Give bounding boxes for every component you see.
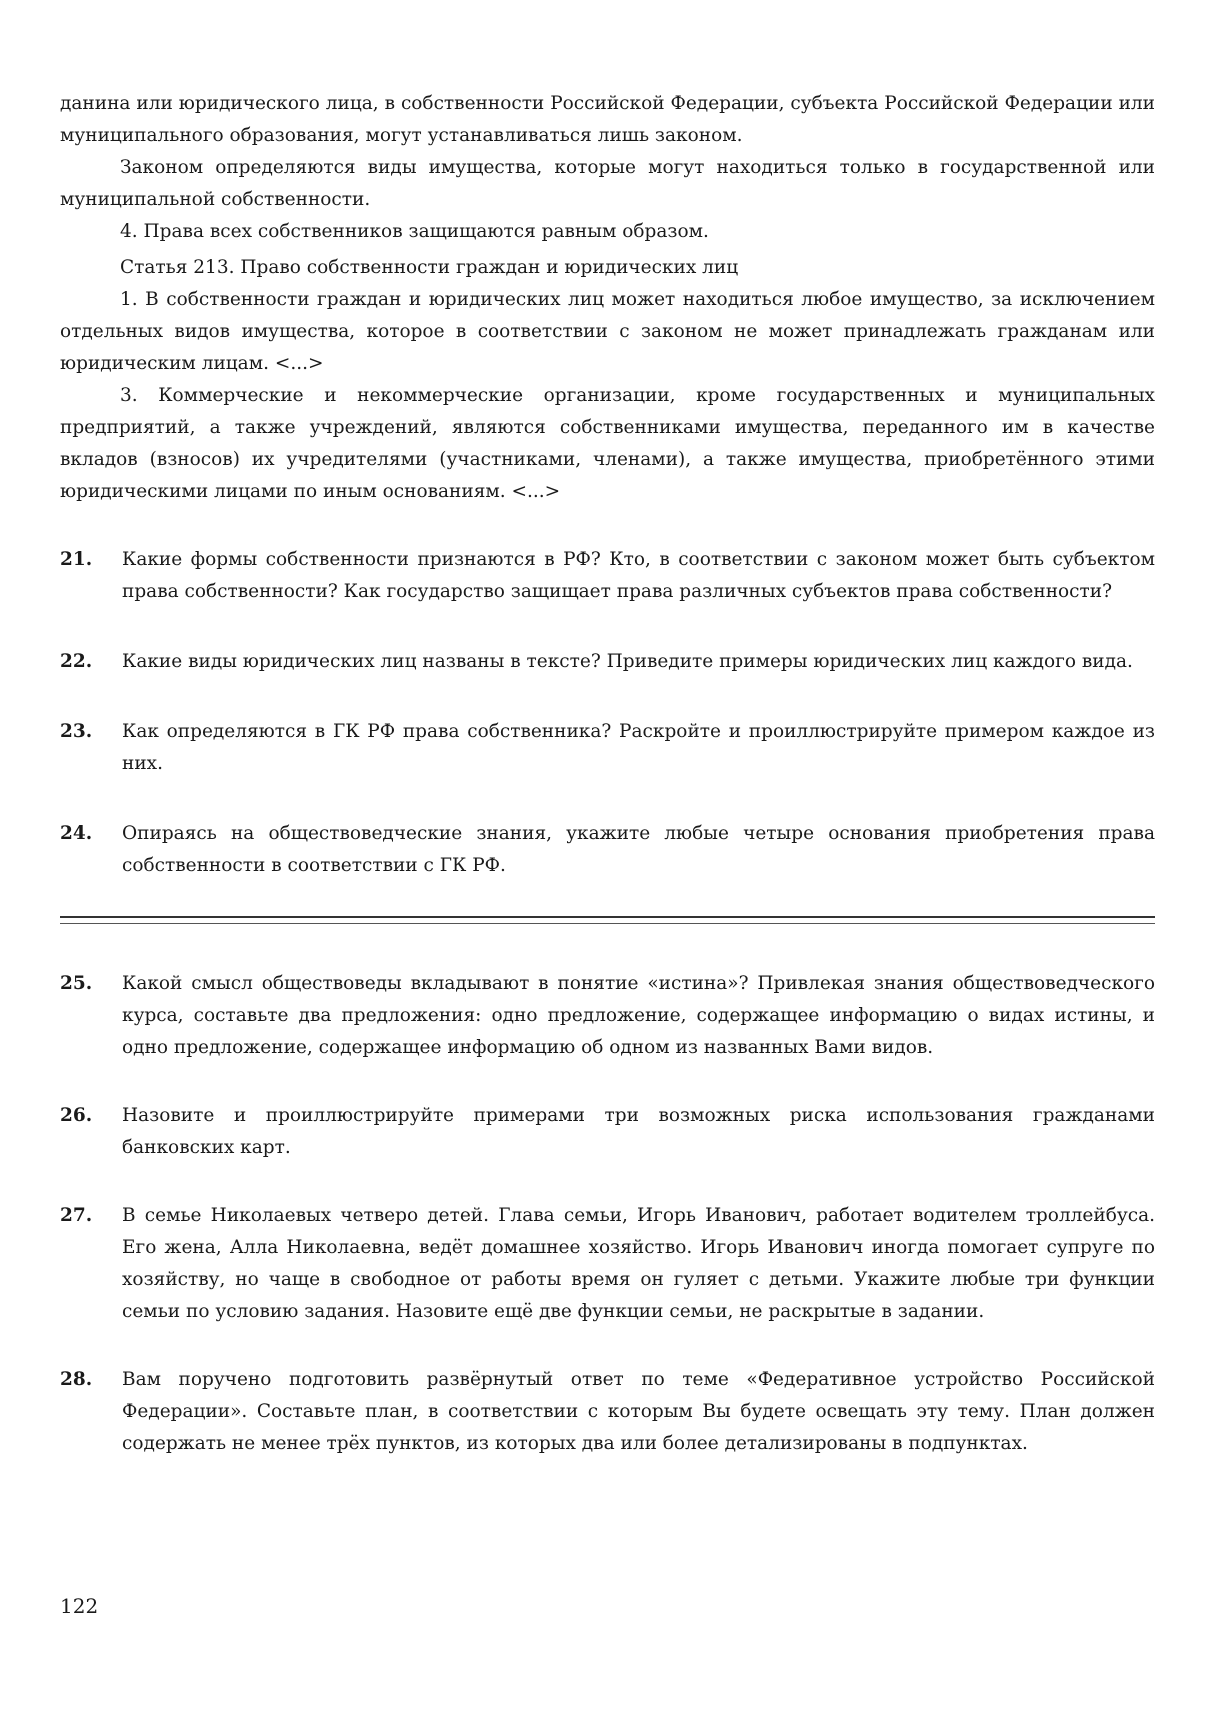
task-text: Назовите и проиллюстрируйте примерами три возможных риска использования гражданами банковских карт. bbox=[122, 1105, 1155, 1158]
task-number: 21. bbox=[60, 549, 93, 570]
task-number: 27. bbox=[60, 1205, 93, 1226]
task-item bbox=[60, 716, 1155, 780]
task-item bbox=[60, 818, 1155, 882]
page-content bbox=[60, 88, 1155, 1460]
article-paragraph-1: 1. В собственности граждан и юридических лиц может находиться любое имущество, за исключением отдельных видов имущества, которое в соответствии с законом не может принадлежать гражданам или юридическим лицам. <...> bbox=[60, 289, 1155, 374]
task-item bbox=[60, 1200, 1155, 1328]
task-item bbox=[60, 968, 1155, 1064]
task-item bbox=[60, 1364, 1155, 1460]
task-text: Вам поручено подготовить развёрнутый ответ по теме «Федеративное устройство Российской Федерации». Составьте план, в соответствии с которым Вы будете освещать эту тему. План должен содержать не менее трёх пунктов, из которых два или более детализированы в подпунктах. bbox=[122, 1369, 1155, 1454]
task-text: Какие виды юридических лиц названы в тексте? Приведите примеры юридических лиц каждого вида. bbox=[122, 651, 1133, 672]
task-list bbox=[60, 544, 1155, 1460]
task-item bbox=[60, 646, 1155, 678]
task-item bbox=[60, 544, 1155, 608]
article-title: Статья 213. Право собственности граждан и юридических лиц bbox=[120, 257, 739, 278]
section-divider bbox=[60, 916, 1155, 924]
task-number: 23. bbox=[60, 721, 93, 742]
task-item bbox=[60, 1100, 1155, 1164]
intro-paragraph-1: данина или юридического лица, в собственности Российской Федерации, субъекта Российской Федерации или муниципального образования, могут устанавливаться лишь законом. bbox=[60, 93, 1155, 146]
task-number: 28. bbox=[60, 1369, 93, 1390]
task-number: 24. bbox=[60, 823, 93, 844]
task-text: Какие формы собственности признаются в РФ? Кто, в соответствии с законом может быть субъектом права собственности? Как государство защищает права различных субъектов права собственности? bbox=[122, 549, 1155, 602]
task-text: Какой смысл обществоведы вкладывают в понятие «истина»? Привлекая знания обществоведческого курса, составьте два предложения: одно предложение, содержащее информацию о видах истины, и одно предложение, содержащее информацию об одном из названных Вами видов. bbox=[122, 973, 1155, 1058]
article-paragraph-3: 3. Коммерческие и некоммерческие организации, кроме государственных и муниципальных предприятий, а также учреждений, являются собственниками имущества, переданного им в качестве вкладов (взносов) их учредителями (участниками, членами), а также имущества, приобретённого этими юридическими лицами по иным основаниям. <...> bbox=[60, 385, 1155, 502]
task-number: 26. bbox=[60, 1105, 93, 1126]
task-text: Опираясь на обществоведческие знания, укажите любые четыре основания приобретения права собственности в соответствии с ГК РФ. bbox=[122, 823, 1155, 876]
task-number: 25. bbox=[60, 973, 93, 994]
intro-paragraph-3: 4. Права всех собственников защищаются равным образом. bbox=[120, 221, 709, 242]
intro-paragraph-2: Законом определяются виды имущества, которые могут находиться только в государственной или муниципальной собственности. bbox=[60, 157, 1155, 210]
page-number: 122 bbox=[60, 1594, 99, 1618]
task-text: В семье Николаевых четверо детей. Глава семьи, Игорь Иванович, работает водителем троллейбуса. Его жена, Алла Николаевна, ведёт домашнее хозяйство. Игорь Иванович иногда помогает супруге по хозяйству, но чаще в свободное от работы время он гуляет с детьми. Укажите любые три функции семьи по условию задания. Назовите ещё две функции семьи, не раскрытые в задании. bbox=[122, 1205, 1155, 1322]
task-text: Как определяются в ГК РФ права собственника? Раскройте и проиллюстрируйте примером каждое из них. bbox=[122, 721, 1155, 774]
task-number: 22. bbox=[60, 651, 93, 672]
